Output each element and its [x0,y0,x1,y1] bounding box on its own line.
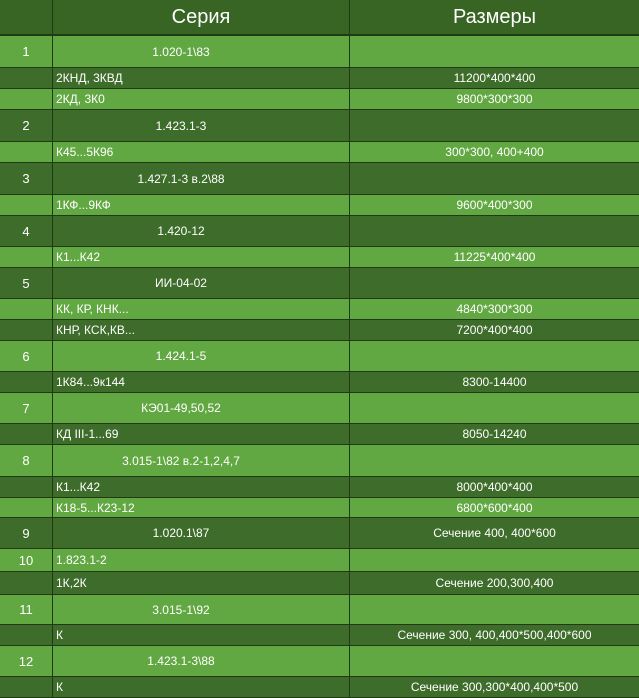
row-number[interactable]: 5 [0,268,53,299]
table-row [0,393,639,424]
series-cell[interactable]: КД III-1...69 [53,424,350,445]
size-cell[interactable] [350,36,639,68]
series-cell[interactable]: 2КНД, 3КВД [53,68,350,89]
series-cell[interactable]: 1.020-1\83 [53,36,350,68]
table-row [0,195,639,216]
table-row [0,216,639,247]
series-cell[interactable]: КЭ01-49,50,52 [53,393,350,424]
size-cell[interactable]: 9600*400*300 [350,195,639,216]
row-number[interactable] [0,142,53,163]
size-cell[interactable]: 8050-14240 [350,424,639,445]
size-cell[interactable] [350,445,639,477]
row-number[interactable] [0,477,53,498]
table-row [0,572,639,595]
row-number[interactable] [0,424,53,445]
header-number[interactable] [0,0,53,36]
series-cell[interactable]: К [53,677,350,698]
series-cell[interactable]: 1.020.1\87 [53,518,350,549]
table-row [0,110,639,142]
size-cell[interactable]: 8000*400*400 [350,477,639,498]
row-number[interactable]: 12 [0,646,53,677]
series-cell[interactable]: ИИ-04-02 [53,268,350,299]
row-number[interactable] [0,89,53,110]
row-number[interactable]: 9 [0,518,53,549]
series-cell[interactable]: К1...К42 [53,477,350,498]
size-cell[interactable]: Сечение 300, 400,400*500,400*600 [350,625,639,646]
row-number[interactable]: 4 [0,216,53,247]
size-cell[interactable]: 300*300, 400+400 [350,142,639,163]
table-row [0,341,639,372]
table-row [0,247,639,268]
row-number[interactable]: 2 [0,110,53,142]
header-series[interactable]: Серия [53,0,350,36]
size-cell[interactable]: Сечение 200,300,400 [350,572,639,595]
size-cell[interactable]: Сечение 300,300*400,400*500 [350,677,639,698]
table-row [0,372,639,393]
series-cell[interactable]: КК, КР, КНК... [53,299,350,320]
size-cell[interactable] [350,549,639,572]
table-row [0,163,639,195]
table-row [0,477,639,498]
size-cell[interactable] [350,341,639,372]
table-header [0,0,639,36]
table-row [0,299,639,320]
series-cell[interactable]: 3.015-1\92 [53,595,350,625]
size-cell[interactable] [350,163,639,195]
size-cell[interactable] [350,646,639,677]
size-cell[interactable] [350,595,639,625]
size-cell[interactable]: 6800*600*400 [350,498,639,518]
table-row [0,320,639,341]
row-number[interactable] [0,677,53,698]
series-cell[interactable]: 1.420-12 [53,216,350,247]
row-number[interactable]: 8 [0,445,53,477]
series-cell[interactable]: 1.424.1-5 [53,341,350,372]
series-cell[interactable]: К1...К42 [53,247,350,268]
table-row [0,424,639,445]
series-cell[interactable]: 1КФ...9КФ [53,195,350,216]
size-cell[interactable]: 4840*300*300 [350,299,639,320]
row-number[interactable] [0,299,53,320]
row-number[interactable]: 10 [0,549,53,572]
series-cell[interactable]: 1.823.1-2 [53,549,350,572]
table-row [0,498,639,518]
row-number[interactable] [0,195,53,216]
row-number[interactable]: 11 [0,595,53,625]
series-cell[interactable]: 1.427.1-3 в.2\88 [53,163,350,195]
series-cell[interactable]: 1К,2К [53,572,350,595]
series-cell[interactable]: 1К84...9к144 [53,372,350,393]
row-number[interactable]: 7 [0,393,53,424]
series-cell[interactable]: КНР, КСК,КВ... [53,320,350,341]
row-number[interactable] [0,625,53,646]
size-cell[interactable]: Сечение 400, 400*600 [350,518,639,549]
table-row [0,268,639,299]
table-row [0,518,639,549]
series-cell[interactable]: К45...5К96 [53,142,350,163]
series-cell[interactable]: К18-5...К23-12 [53,498,350,518]
row-number[interactable] [0,372,53,393]
series-cell[interactable]: 1.423.1-3\88 [53,646,350,677]
row-number[interactable]: 6 [0,341,53,372]
size-cell[interactable] [350,393,639,424]
table-row [0,625,639,646]
series-cell[interactable]: К [53,625,350,646]
size-cell[interactable]: 8300-14400 [350,372,639,393]
table-row [0,646,639,677]
size-cell[interactable]: 9800*300*300 [350,89,639,110]
series-cell[interactable]: 3.015-1\82 в.2-1,2,4,7 [53,445,350,477]
size-cell[interactable] [350,216,639,247]
row-number[interactable] [0,320,53,341]
size-cell[interactable] [350,268,639,299]
series-cell[interactable]: 1.423.1-3 [53,110,350,142]
size-cell[interactable]: 7200*400*400 [350,320,639,341]
series-cell[interactable]: 2КД, 3К0 [53,89,350,110]
table-row [0,142,639,163]
table-row [0,445,639,477]
table-row [0,89,639,110]
table-row [0,549,639,572]
row-number[interactable] [0,498,53,518]
header-sizes[interactable]: Размеры [350,0,639,36]
row-number[interactable] [0,68,53,89]
size-cell[interactable] [350,110,639,142]
row-number[interactable]: 3 [0,163,53,195]
table-row [0,595,639,625]
table-row [0,677,639,698]
row-number[interactable] [0,247,53,268]
row-number[interactable]: 1 [0,36,53,68]
row-number[interactable] [0,572,53,595]
table-row [0,68,639,89]
size-cell[interactable]: 11225*400*400 [350,247,639,268]
table-row [0,36,639,68]
size-cell[interactable]: 11200*400*400 [350,68,639,89]
